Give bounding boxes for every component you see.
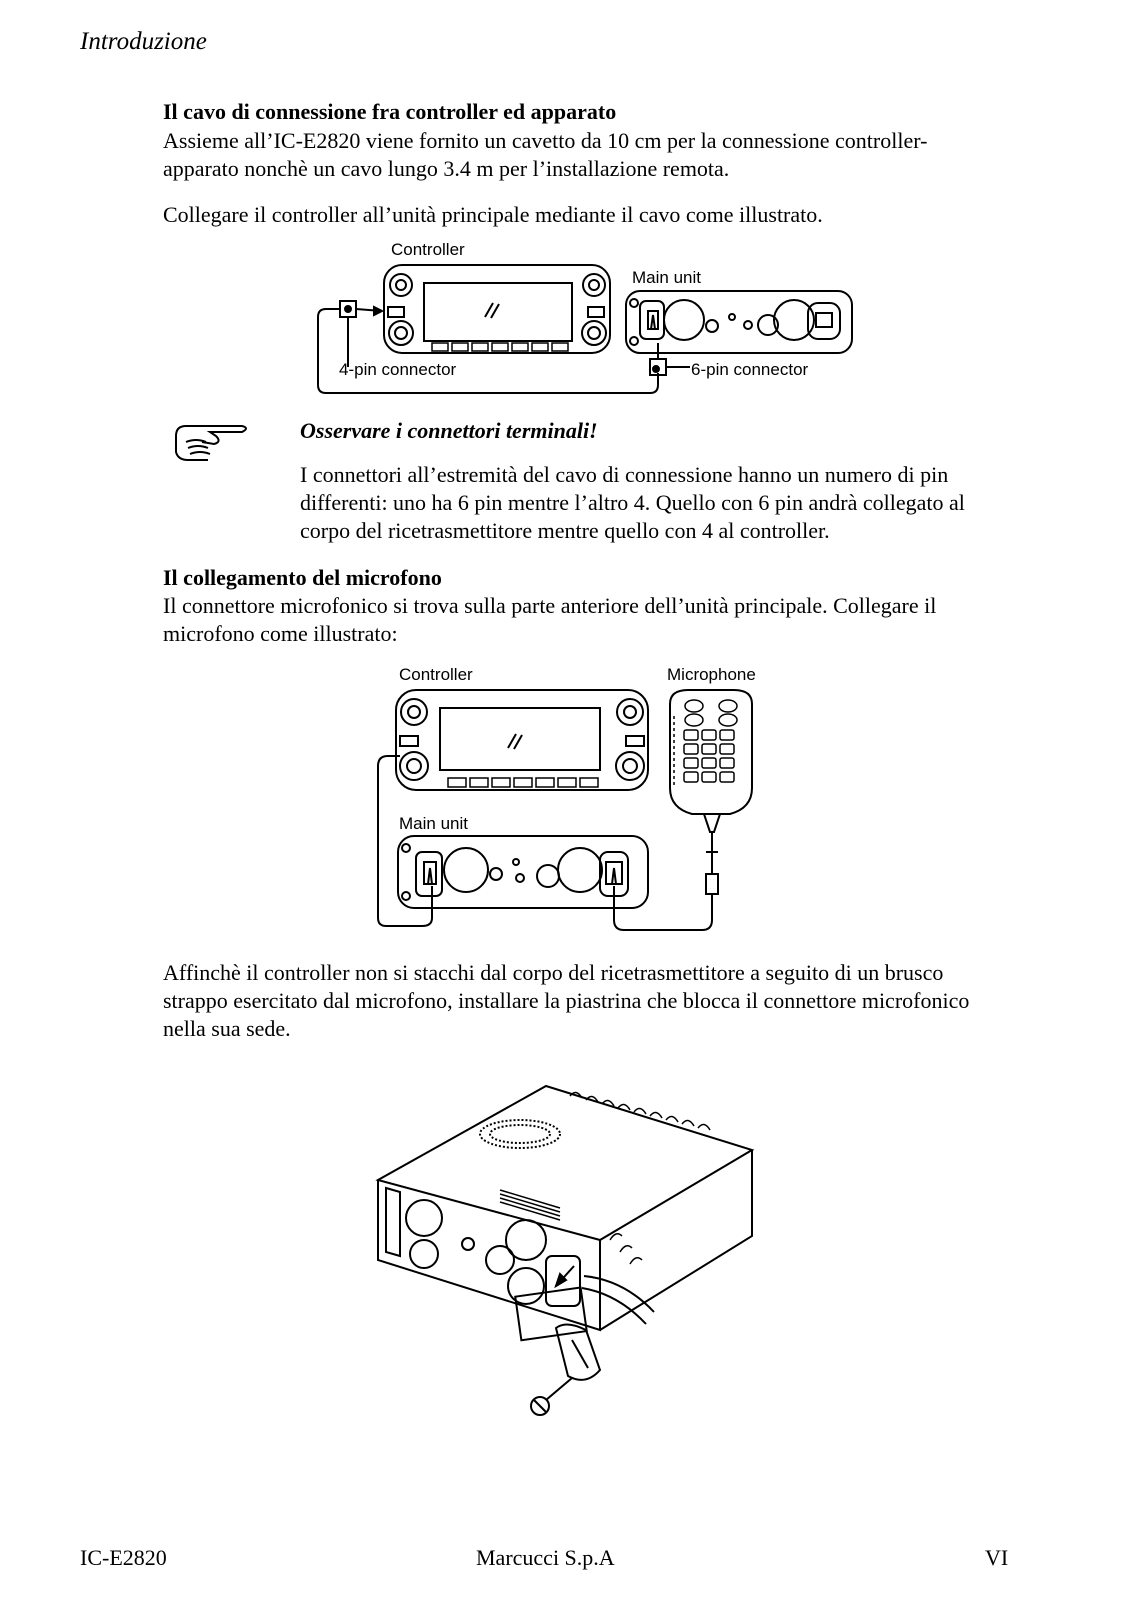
- paragraph-line: Affinchè il controller non si stacchi dal corpo del ricetrasmettitore a seguito di un brusco: [163, 960, 944, 985]
- section-heading-cable: Il cavo di connessione fra controller ed apparato: [163, 99, 617, 124]
- paragraph-line: nella sua sede.: [163, 1016, 291, 1041]
- figure3-mic-lock-plate-diagram: [360, 1080, 780, 1420]
- paragraph-line: apparato nonchè un cavo lungo 3.4 m per l’installazione remota.: [163, 156, 730, 181]
- paragraph-line: microfono come illustrato:: [163, 621, 398, 646]
- figure1-4pin-label: 4-pin connector: [339, 360, 457, 379]
- figure1-main-unit-label: Main unit: [632, 268, 701, 287]
- microphone-body: [670, 690, 752, 814]
- figure1-6pin-label: 6-pin connector: [691, 360, 809, 379]
- figure2-main-unit-label: Main unit: [399, 814, 468, 833]
- paragraph-line: Collegare il controller all’unità principale mediante il cavo come illustrato.: [163, 202, 823, 227]
- figure2-microphone-label: Microphone: [667, 665, 756, 684]
- figure1-connection-diagram: [300, 255, 870, 405]
- page-header-title: Introduzione: [80, 28, 207, 55]
- figure2-controller-label: Controller: [399, 665, 473, 684]
- paragraph-line: Assieme all’IC-E2820 viene fornito un cavetto da 10 cm per la connessione controller-: [163, 128, 928, 153]
- controller-body: [396, 690, 648, 790]
- paragraph-line: strappo esercitato dal microfono, installare la piastrina che blocca il connettore microfonico: [163, 988, 970, 1013]
- pointing-hand-icon: [172, 418, 252, 464]
- footer-page-number: VI: [985, 1545, 1009, 1570]
- note-title: Osservare i connettori terminali!: [300, 418, 598, 443]
- note-line: corpo del ricetrasmettitore mentre quello con 4 al controller.: [300, 518, 830, 543]
- footer-company: Marcucci S.p.A: [476, 1545, 615, 1570]
- figure2-microphone-diagram: [370, 686, 790, 936]
- figure1-controller-label: Controller: [391, 240, 465, 259]
- note-line: differenti: uno ha 6 pin mentre l’altro 4. Quello con 6 pin andrà collegato al: [300, 490, 965, 515]
- note-line: I connettori all’estremità del cavo di connessione hanno un numero di pin: [300, 462, 949, 487]
- paragraph-line: Il connettore microfonico si trova sulla parte anteriore dell’unità principale. Collegare il: [163, 593, 937, 618]
- transceiver-top: [378, 1086, 752, 1240]
- footer-model: IC-E2820: [80, 1545, 167, 1570]
- section-heading-microphone: Il collegamento del microfono: [163, 565, 442, 590]
